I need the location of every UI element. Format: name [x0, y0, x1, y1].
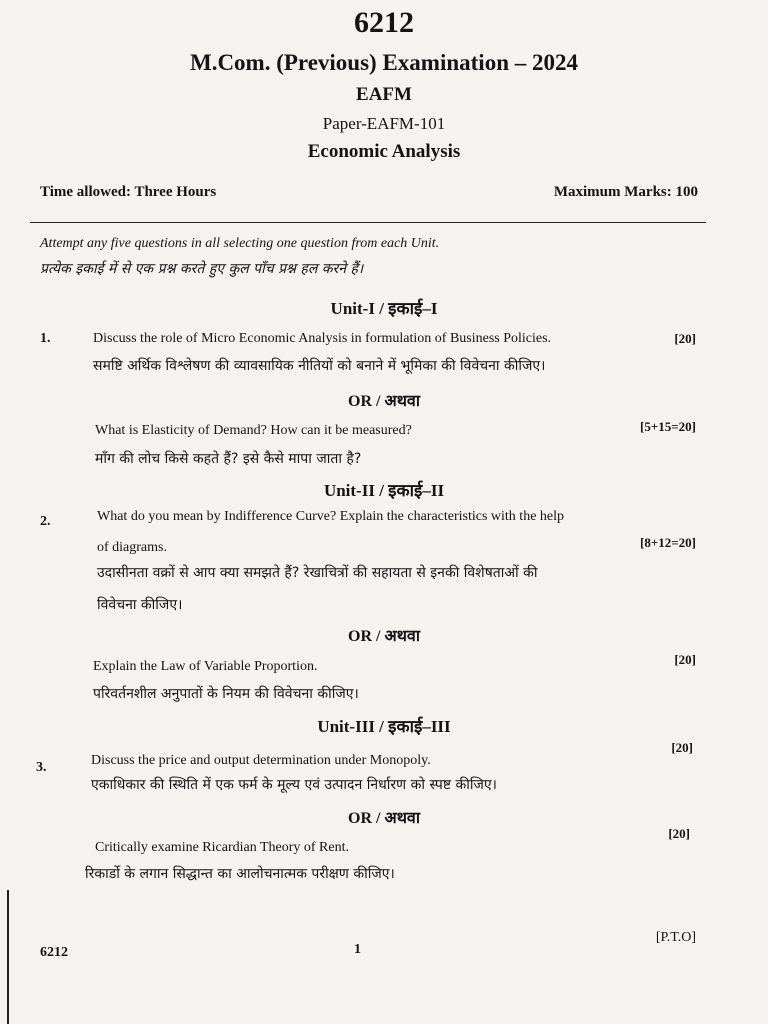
unit-3-title: Unit-III / इकाई–III — [317, 717, 451, 736]
instruction-english: Attempt any five questions in all selecting one question from each Unit. — [40, 236, 440, 251]
unit-3-or: OR / अथवा — [348, 810, 420, 827]
paper-code: 6212 — [354, 6, 414, 39]
question-2b-marks: [20] — [674, 652, 696, 667]
paper-number: Paper-EAFM-101 — [322, 114, 446, 133]
question-3a-english: Discuss the price and output determination under Monopoly. — [91, 753, 431, 768]
course-name: EAFM — [356, 84, 412, 105]
question-2a-english-line2: of diagrams. — [97, 540, 167, 555]
instruction-hindi: प्रत्येक इकाई में से एक प्रश्न करते हुए कुल पाँच प्रश्न हल करने हैं। — [40, 261, 364, 277]
maximum-marks: Maximum Marks: 100 — [553, 184, 698, 200]
question-2a-hindi-line2: विवेचना कीजिए। — [97, 597, 183, 613]
unit-1-or: OR / अथवा — [348, 393, 420, 410]
question-2a-marks: [8+12=20] — [640, 535, 696, 550]
header-divider — [30, 222, 706, 223]
question-3b-marks: [20] — [668, 826, 690, 841]
question-2a-english-line1: What do you mean by Indifference Curve? Explain the characteristics with the help — [97, 509, 565, 524]
question-1a-hindi: समष्टि अर्थिक विश्लेषण की व्यावसायिक नीतियों को बनाने में भूमिका की विवेचना कीजिए। — [93, 358, 546, 374]
scan-margin-line — [7, 890, 9, 1024]
question-3b-english: Critically examine Ricardian Theory of Rent. — [95, 840, 349, 855]
question-2b-english: Explain the Law of Variable Proportion. — [93, 659, 318, 674]
question-1b-english: What is Elasticity of Demand? How can it be measured? — [95, 423, 412, 438]
question-1b-hindi: माँग की लोच किसे कहते हैं? इसे कैसे मापा जाता है? — [95, 451, 362, 467]
please-turn-over: [P.T.O] — [655, 930, 696, 945]
footer-paper-code: 6212 — [40, 945, 68, 960]
question-number-3: 3. — [36, 760, 47, 775]
time-allowed: Time allowed: Three Hours — [40, 184, 217, 200]
unit-1-title: Unit-I / इकाई–I — [330, 299, 438, 318]
question-3a-marks: [20] — [671, 740, 693, 755]
question-3a-hindi: एकाधिकार की स्थिति में एक फर्म के मूल्य एवं उत्पादन निर्धारण को स्पष्ट कीजिए। — [91, 777, 497, 793]
page-number: 1 — [354, 942, 361, 957]
exam-title: M.Com. (Previous) Examination – 2024 — [189, 50, 578, 75]
question-1b-marks: [5+15=20] — [640, 419, 696, 434]
question-2a-hindi-line1: उदासीनता वक्रों से आप क्या समझते हैं? रेखाचित्रों की सहायता से इनकी विशेषताओं की — [97, 565, 538, 581]
unit-2-title: Unit-II / इकाई–II — [323, 481, 445, 500]
question-number-1: 1. — [40, 331, 51, 346]
question-2b-hindi: परिवर्तनशील अनुपातों के नियम की विवेचना कीजिए। — [93, 686, 359, 702]
question-1a-marks: [20] — [674, 331, 696, 346]
question-1a-english: Discuss the role of Micro Economic Analysis in formulation of Business Policies. — [93, 331, 552, 346]
question-3b-hindi: रिकार्डो के लगान सिद्धान्त का आलोचनात्मक परीक्षण कीजिए। — [85, 866, 395, 882]
unit-2-or: OR / अथवा — [348, 628, 420, 645]
question-number-2: 2. — [40, 514, 51, 529]
subject-title: Economic Analysis — [307, 141, 461, 162]
